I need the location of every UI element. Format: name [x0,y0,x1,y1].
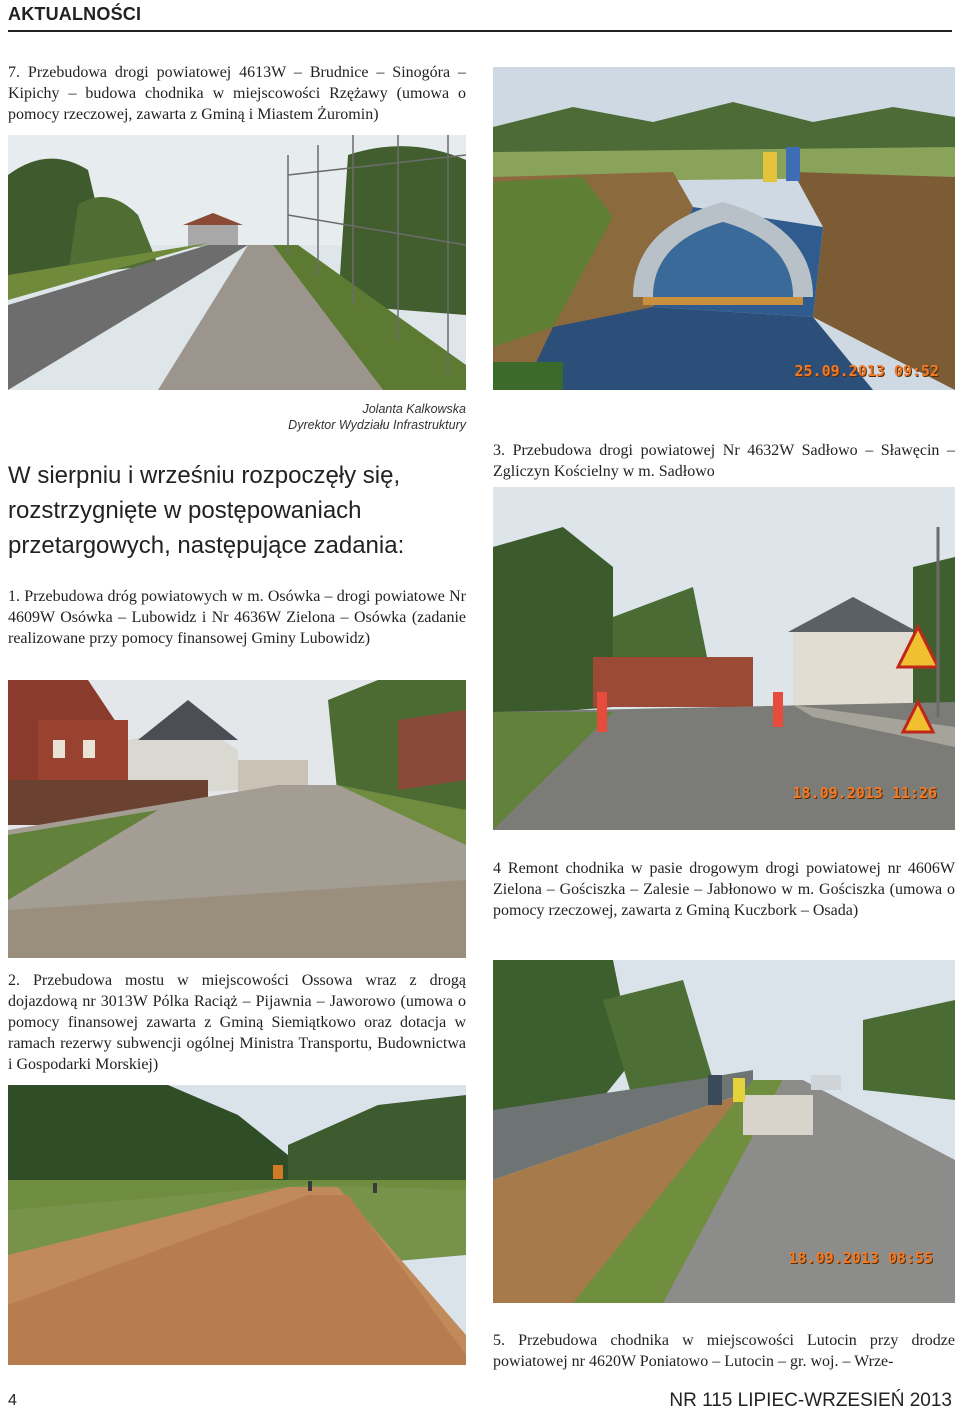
item-5-text: 5. Przebudowa chodnika w miejscowości Lutocin przy drodze powiatowej nr 4620W Poniatowo – Lutocin – gr. woj. – Wrze- [493,1332,955,1370]
signature-title: Dyrektor Wydziału Infrastruktury [288,418,466,432]
section-headline: W sierpniu i wrześniu rozpoczęły się, rozstrzygnięte w postępowaniach przetargowych, następujące zadania: [8,462,405,559]
photo-gosciszka-sidewalk [493,960,955,1303]
item-2-text: 2. Przebudowa mostu w miejscowości Ossowa wraz z drogą dojazdową nr 3013W Pólka Raciąż – Pijawnia – Jaworowo (umowa o pomocy finansowej zawarta z Gminą Siemiątkowo oraz dotacja w ramach rezerwy subwencji ogólnej Ministra Transportu, Budownictwa i Gospodarki Morskiej) [8,972,466,1073]
photo-timestamp: 18.09.2013 11:26 [792,784,937,802]
photo-ossowa-road [8,1085,466,1365]
photo-sidewalk-rzezawy [8,135,466,390]
header-divider [8,30,952,32]
photo-sadlowo-road [493,487,955,830]
photo-timestamp: 18.09.2013 08:55 [788,1249,933,1267]
item-7-text: 7. Przebudowa drogi powiatowej 4613W – Brudnice – Sinogóra – Kipichy – budowa chodnika w miejscowości Rzężawy (umowa o pomocy rzeczowej, zawarta z Gminą i Miastem Żuromin) [8,64,466,123]
section-title: AKTUALNOŚCI [8,4,142,24]
item-1-text: 1. Przebudowa dróg powiatowych w m. Osówka – drogi powiatowe Nr 4609W Osówka – Lubowidz i Nr 4636W Zielona – Osówka (zadanie realizowane przy pomocy finansowej Gminy Lubowidz) [8,588,466,647]
issue-label: NR 115 LIPIEC-WRZESIEŃ 2013 [669,1390,952,1411]
photo-timestamp: 25.09.2013 09:52 [794,362,939,380]
item-4-text: 4 Remont chodnika w pasie drogowym drogi powiatowej nr 4606W Zielona – Gościszka – Zalesie – Jabłonowo w m. Gościszka (umowa o pomocy rzeczowej, zawarta z Gminą Kuczbork – Osada) [493,860,955,919]
signature-name: Jolanta Kalkowska [362,402,466,416]
page-number: 4 [8,1392,17,1409]
photo-osowka-street [8,680,466,958]
photo-ossowa-bridge [493,67,955,390]
item-3-text: 3. Przebudowa drogi powiatowej Nr 4632W Sadłowo – Sławęcin – Zgliczyn Kościelny w m. Sadłowo [493,442,955,480]
